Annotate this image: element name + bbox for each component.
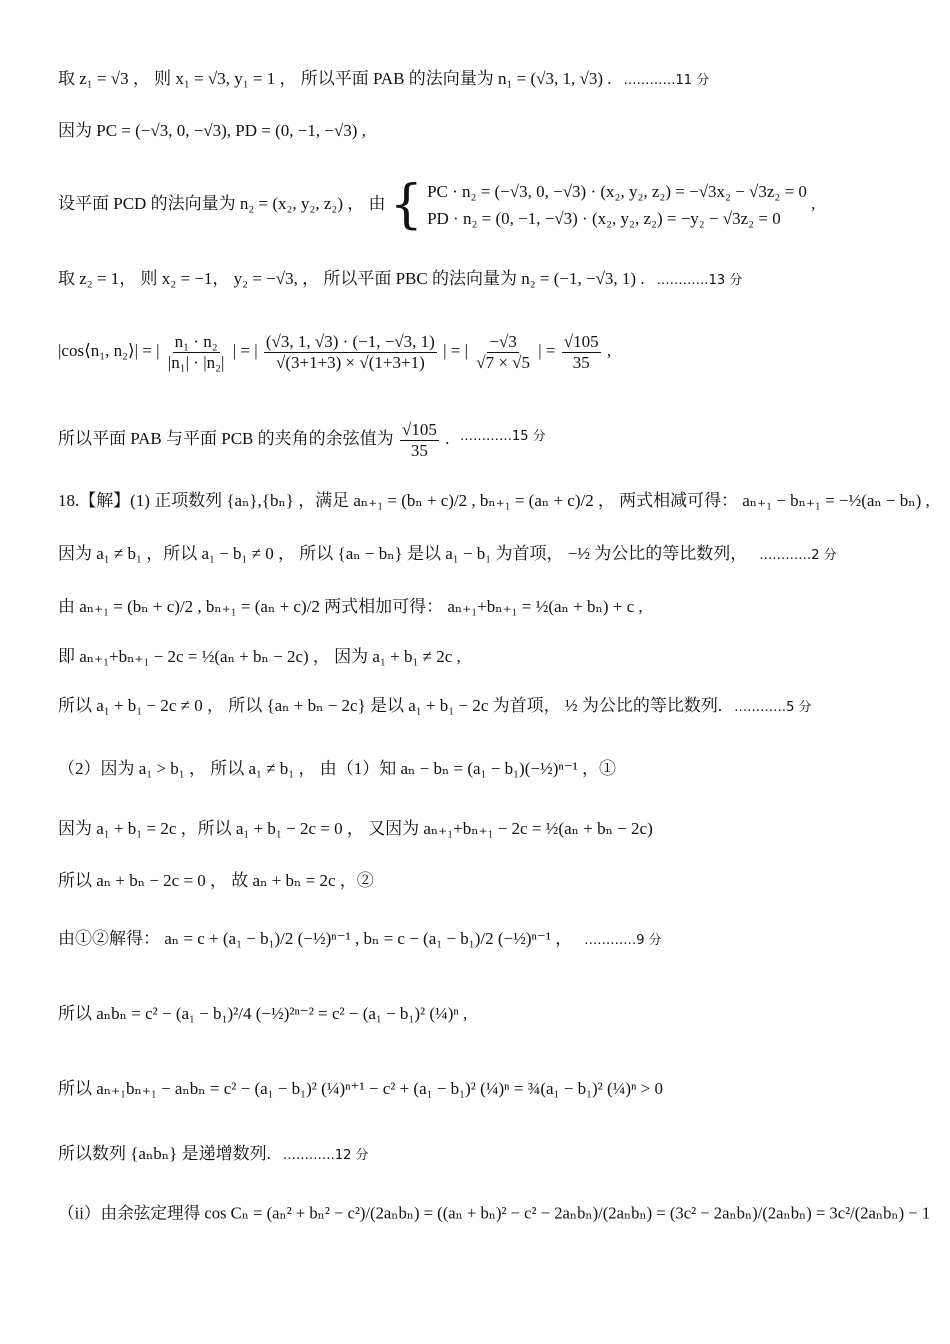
score-marker-l8: …………2 分 <box>759 548 837 563</box>
solution-text-l13: 因为 a₁ + b₁ = 2c ，所以 a₁ + b₁ − 2c = 0 ， 又因为 aₙ₊₁+bₙ₊₁ − 2c = ½(aₙ + bₙ − 2c) <box>58 819 653 838</box>
answer-fraction-den: 35 <box>410 440 428 460</box>
cos-lead: |cos⟨n₁, n₂⟩| = | <box>58 340 160 360</box>
solution-text-l16: 所以 aₙbₙ = c² − (a₁ − b₁)²/4 (−½)²ⁿ⁻² = c² − (a₁ − b₁)² (¼)ⁿ , <box>58 1004 468 1023</box>
solution-text-l9: 由 aₙ₊₁ = (bₙ + c)/2 , bₙ₊₁ = (aₙ + c)/2 两式相加可得： aₙ₊₁+bₙ₊₁ = ½(aₙ + bₙ) + c , <box>58 597 643 616</box>
solution-line-l10 <box>58 648 461 665</box>
equation-system <box>427 178 807 232</box>
solution-text-l11: 所以 a₁ + b₁ − 2c ≠ 0 ， 所以 {aₙ + bₙ − 2c} 是以 a₁ + b₁ − 2c 为首项， ½ 为公比的等比数列. <box>58 696 723 715</box>
solution-text-l17: 所以 aₙ₊₁bₙ₊₁ − aₙbₙ = c² − (a₁ − b₁)² (¼)ⁿ⁺¹ − c² + (a₁ − b₁)² (¼)ⁿ = ¾(a₁ − b₁)² (¼)ⁿ > 0 <box>58 1079 664 1098</box>
cos-fraction-1-num: n₁ · n₂ <box>174 332 218 351</box>
solution-text-l8: 因为 a₁ ≠ b₁ ，所以 a₁ − b₁ ≠ 0 ， 所以 {aₙ − bₙ} 是以 a₁ − b₁ 为首项， −½ 为公比的等比数列， <box>58 544 748 563</box>
system-lead: 设平面 PCD 的法向量为 n₂ = (x₂, y₂, z₂) ， 由 <box>58 194 386 214</box>
solution-line-l16 <box>58 1005 467 1022</box>
score-marker-l4: …………13 分 <box>656 273 743 288</box>
cos-fraction-4-num: √105 <box>563 332 599 351</box>
solution-line-l9 <box>58 598 643 615</box>
solution-text-l10: 即 aₙ₊₁+bₙ₊₁ − 2c = ½(aₙ + bₙ − 2c) ， 因为 a₁ + b₁ ≠ 2c , <box>58 647 461 666</box>
solution-line-l8 <box>58 545 837 562</box>
answer-fraction-num: √105 <box>402 420 437 439</box>
answer-fraction-block <box>398 420 449 460</box>
cos-fraction-2-den: √(3+1+3) × √(1+3+1) <box>275 352 425 372</box>
answer-fraction <box>400 420 439 460</box>
solution-line-l14 <box>58 872 374 889</box>
solution-text-l12: （2）因为 a₁ > b₁ ， 所以 a₁ ≠ b₁ ， 由（1）知 aₙ − bₙ = (a₁ − b₁)(−½)ⁿ⁻¹ ，① <box>58 759 617 778</box>
solution-text-l14: 所以 aₙ + bₙ − 2c = 0 ， 故 aₙ + bₙ = 2c ，② <box>58 871 374 890</box>
solution-line-l11 <box>58 697 812 714</box>
cos-fraction-3 <box>474 332 532 372</box>
system-tail: , <box>811 194 816 214</box>
solution-line-l4 <box>58 270 742 287</box>
solution-text-l2: 因为 PC = (−√3, 0, −√3), PD = (0, −1, −√3) , <box>58 121 366 140</box>
cos-fraction-1-den: |n₁| · |n₂| <box>167 352 225 372</box>
answer-tail: . <box>445 428 450 448</box>
left-brace: { <box>389 175 423 236</box>
cos-tail: , <box>606 340 612 360</box>
solution-text-l6: 所以平面 PAB 与平面 PCB 的夹角的余弦值为 <box>58 429 394 448</box>
solution-line-l2 <box>58 122 366 139</box>
normal-vector-system-line <box>58 175 816 236</box>
solution-line-l13 <box>58 820 653 837</box>
solution-text-l7: 18.【解】(1) 正项数列 {aₙ},{bₙ} ，满足 aₙ₊₁ = (bₙ + c)/2 , bₙ₊₁ = (aₙ + c)/2 ， 两式相减可得： aₙ₊₁ − bₙ₊₁ = −½(aₙ − bₙ) , <box>58 491 930 510</box>
score-marker-l18: …………12 分 <box>282 1148 369 1163</box>
cos-fraction-3-den: √7 × √5 <box>476 352 531 372</box>
solution-line-l7 <box>58 492 930 509</box>
system-row-2: PD · n₂ = (0, −1, −√3) · (x₂, y₂, z₂) = −y₂ − √3z₂ = 0 <box>427 209 781 229</box>
score-marker-l1: …………11 分 <box>623 73 710 88</box>
cos-fraction-2-num: (√3, 1, √3) · (−1, −√3, 1) <box>265 332 435 351</box>
solution-line-l17 <box>58 1080 663 1097</box>
solution-line-l15 <box>58 930 662 947</box>
solution-text-l15: 由①②解得： aₙ = c + (a₁ − b₁)/2 (−½)ⁿ⁻¹ , bₙ = c − (a₁ − b₁)/2 (−½)ⁿ⁻¹ ， <box>58 929 573 948</box>
solution-line-l12 <box>58 760 616 777</box>
cos-fraction-3-num: −√3 <box>489 332 517 351</box>
cos-fraction-1 <box>166 332 227 372</box>
score-marker-l6: …………15 分 <box>460 429 546 444</box>
cos-fraction-4-den: 35 <box>572 352 590 372</box>
solution-line-l18 <box>58 1145 369 1162</box>
score-marker-l15: …………9 分 <box>584 933 662 948</box>
solution-text-l4: 取 z₂ = 1， 则 x₂ = −1， y₂ = −√3, ， 所以平面 PBC 的法向量为 n₂ = (−1, −√3, 1) . <box>58 269 645 288</box>
cosine-computation-line: |cos⟨n₁, n₂⟩| = | $\frac{\text{n₁ · n₂}}{\text{|n₁| · |n₂|}}$ | = | $\frac{(√3, 1, √3) \cdot (-1, -√3, 1)}{√(3+1+3) \times √(1+3+1)}$ | = | $\frac{-√3}{√7 \times √5}$ | = $\frac{√105}{35}$ , <box>58 332 612 372</box>
cos-fraction-4 <box>562 332 601 372</box>
solution-line-l1 <box>58 70 709 87</box>
solution-line-l19 <box>58 1205 930 1222</box>
solution-text-l1: 取 z₁ = √3 ， 则 x₁ = √3, y₁ = 1 ， 所以平面 PAB 的法向量为 n₁ = (√3, 1, √3) . <box>58 69 612 88</box>
score-marker-l11: …………5 分 <box>734 700 812 715</box>
system-row-1: PC · n₂ = (−√3, 0, −√3) · (x₂, y₂, z₂) = −√3x₂ − √3z₂ = 0 <box>427 182 807 201</box>
solution-text-l19: （ii）由余弦定理得 cos Cₙ = (aₙ² + bₙ² − c²)/(2aₙbₙ) = ((aₙ + bₙ)² − c² − 2aₙbₙ)/(2aₙbₙ) = (3c² − 2aₙbₙ)/(2aₙbₙ) = 3c²/(2aₙbₙ) − 1 <box>58 1204 931 1223</box>
solution-text-l18: 所以数列 {aₙbₙ} 是递增数列. <box>58 1144 271 1163</box>
cos-fraction-2 <box>264 332 437 372</box>
